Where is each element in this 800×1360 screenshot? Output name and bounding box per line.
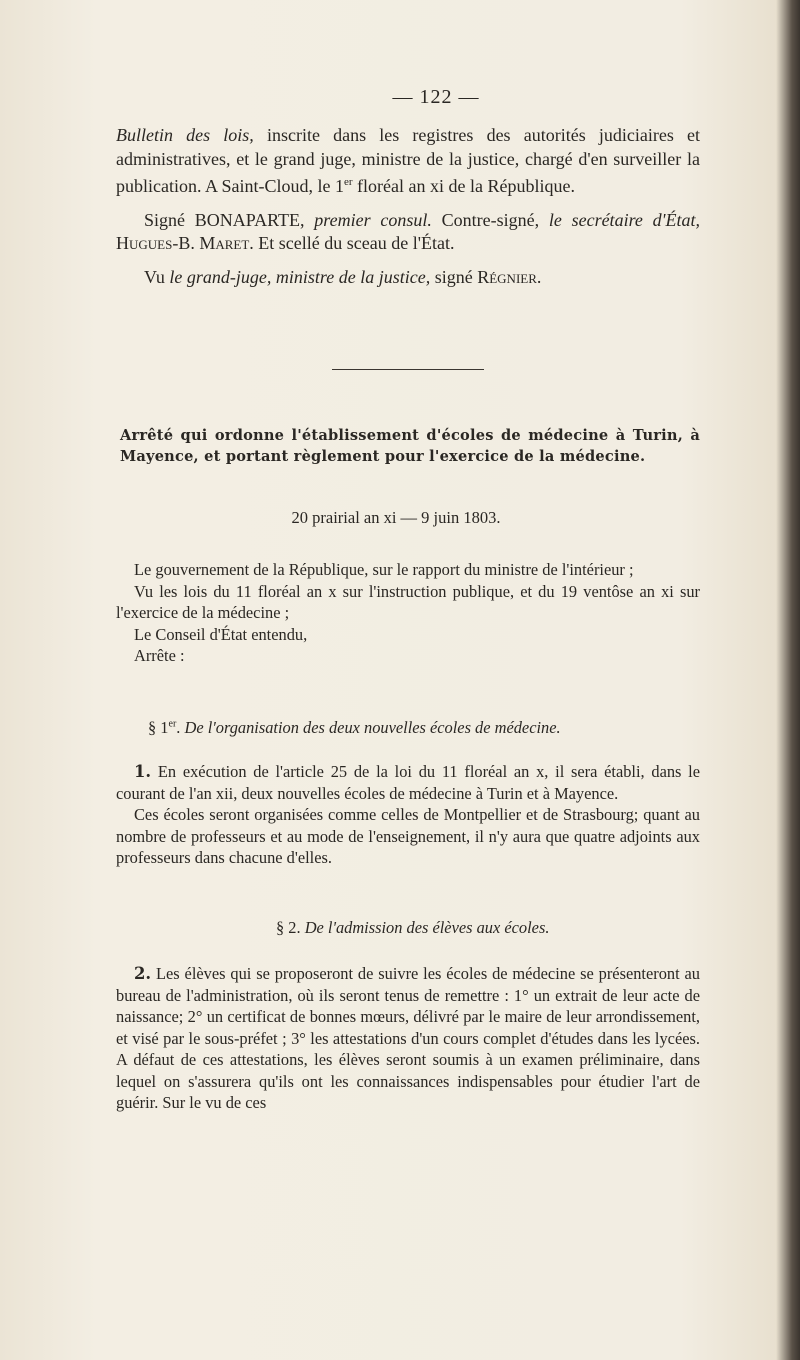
article-1 xyxy=(116,761,700,869)
section-2-heading xyxy=(116,918,800,938)
intro-p1-text: inscrite dans les registres des autorités judiciaires et administratives, et le grand juge, ministre de la justice, chargé d'en surveiller la publication. A Saint-Cloud, le 1 xyxy=(116,125,700,196)
intro-p2-a: Signé BONAPARTE, xyxy=(144,209,315,230)
intro-paragraph-2 xyxy=(116,209,700,256)
article-2-text: Les élèves qui se proposeront de suivre les écoles de médecine se présenteront au bureau de l'administration, où ils seront tenus de remettre : 1° un extrait de leur acte de naissance; 2° un certificat de bonnes mœurs, délivré par le maire de leur arrondissement, et visé par le sous-préfet ; 3° les attestations d'un cours complet d'études dans les lycées. A défaut de ces attestations, les élèves seront soumis à un examen préliminaire, dans lequel on s'assurera qu'ils ont les connaissances indispensables pour étudier l'art de guérir. Sur le vu de ces xyxy=(116,964,700,1112)
article-2-number: 2. xyxy=(134,964,152,983)
intro-paragraph-1 xyxy=(116,124,700,199)
preamble-line-3: Le Conseil d'État entendu, xyxy=(134,624,308,644)
intro-p3-a: Vu xyxy=(144,266,170,287)
intro-p1-italic: Bulletin des lois, xyxy=(116,125,254,145)
page-number: — 122 — xyxy=(392,86,480,108)
article-1-number: 1. xyxy=(134,762,152,781)
intro-p2-d: le secrétaire d'État, xyxy=(548,209,700,230)
section-1-dot: . xyxy=(176,718,185,737)
section-1-title: De l'organisation des deux nouvelles écoles de médecine. xyxy=(184,718,561,737)
intro-p1-end: floréal an xi de la République. xyxy=(352,176,575,196)
article-1-text: En exécution de l'article 25 de la loi du 11 floréal an x, il sera établi, dans le courant de l'an xii, deux nouvelles écoles de médecine à Turin et à Mayence. xyxy=(116,762,700,803)
intro-block xyxy=(116,124,700,289)
intro-p2-b: premier consul. xyxy=(314,209,432,230)
intro-p1-sup: er xyxy=(344,176,353,188)
arrete-date: 20 prairial an xi — 9 juin 1803. xyxy=(291,508,501,527)
preamble-line-4: Arrête : xyxy=(134,646,185,665)
preamble-line-1: Le gouvernement de la République, sur le rapport du ministre de l'intérieur ; xyxy=(134,560,634,579)
section-2-mark: § 2. xyxy=(276,918,305,937)
intro-p3-c: signé xyxy=(430,266,478,287)
intro-p2-e: Hugues-B. Maret xyxy=(116,233,250,253)
section-1-heading xyxy=(116,718,732,738)
article-2-paragraph-1 xyxy=(116,963,700,1114)
separator-rule xyxy=(332,369,484,370)
intro-p2-c: Contre-signé, xyxy=(431,209,549,230)
intro-p3-d: Régnier xyxy=(477,266,537,287)
section-2-title: De l'admission des élèves aux écoles. xyxy=(304,918,550,937)
section-1-mark: § 1 xyxy=(148,718,169,737)
section-1-sup: er xyxy=(168,718,177,730)
intro-p3-e: . xyxy=(536,266,542,287)
arrete-title: Arrêté qui ordonne l'établissement d'écoles de médecine à Turin, à Mayence, et portant règlement pour l'exercice de la médecine. xyxy=(120,427,700,465)
article-1-paragraph-2: Ces écoles seront organisées comme celles de Montpellier et de Strasbourg; quant au nombre de professeurs et au mode de l'enseignement, il n'y aura que quatre adjoints aux professeurs dans chacune d'elles. xyxy=(116,805,700,868)
article-1-paragraph-1 xyxy=(116,761,700,804)
article-2 xyxy=(116,963,700,1114)
intro-p3-b: le grand-juge, ministre de la justice, xyxy=(169,266,431,287)
preamble xyxy=(116,559,700,667)
preamble-line-2: Vu les lois du 11 floréal an x sur l'instruction publique, et du 19 ventôse an xi sur l'exercice de la médecine ; xyxy=(116,581,700,622)
intro-paragraph-3 xyxy=(116,266,700,290)
intro-p2-f: . Et scellé du sceau de l'État. xyxy=(249,233,455,253)
